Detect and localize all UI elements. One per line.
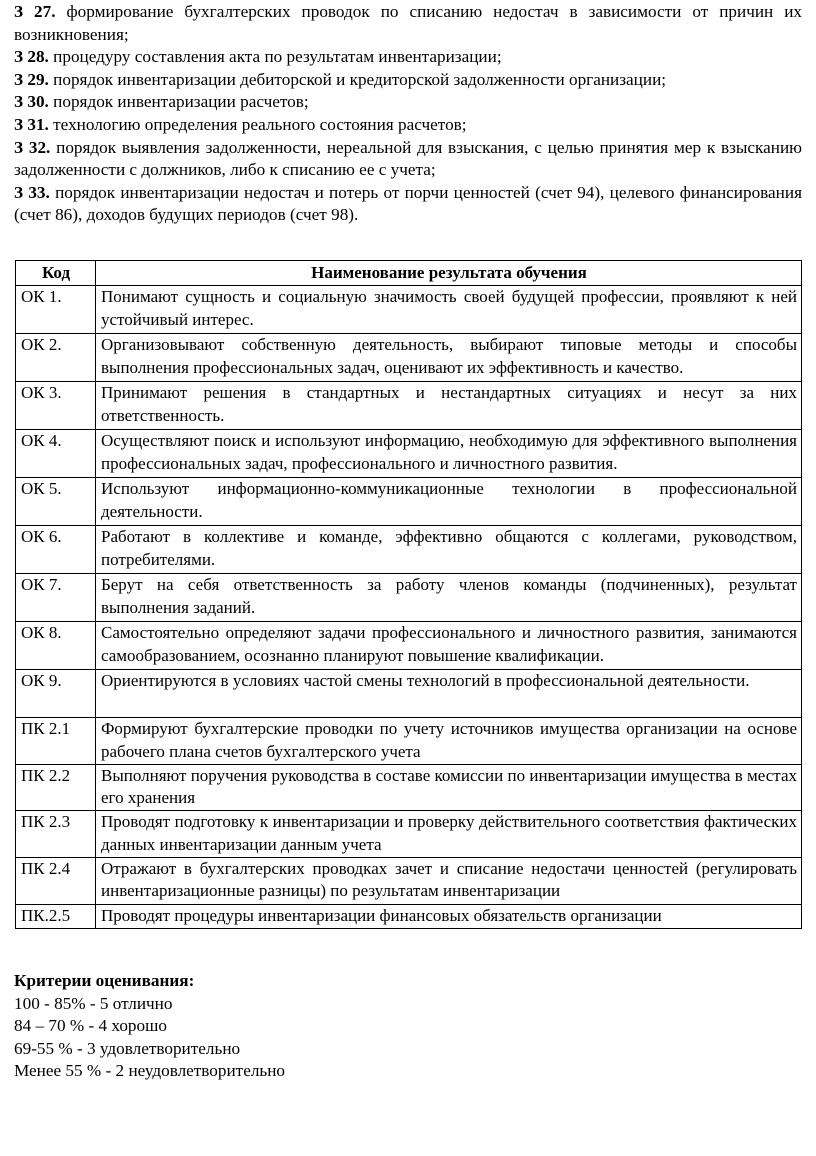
grading-criteria [14, 970, 802, 1083]
table-row [16, 286, 802, 334]
knowledge-item [14, 46, 802, 69]
learning-results-table [15, 260, 802, 929]
knowledge-text: порядок инвентаризации недостач и потерь от порчи ценностей (счет 94), целевого финансирования (счет 86), доходов будущих периодов (счет 98). [14, 182, 802, 225]
knowledge-code: З 32. [14, 137, 51, 157]
criteria-line: Менее 55 % - 2 неудовлетворительно [14, 1061, 286, 1081]
table-row [16, 622, 802, 670]
row-description: Понимают сущность и социальную значимость своей будущей профессии, проявляют к ней устойчивый интерес. [96, 286, 802, 334]
knowledge-item [14, 69, 802, 92]
knowledge-item [14, 137, 802, 182]
row-code: ОК 6. [16, 526, 96, 574]
table-row [16, 811, 802, 858]
table-row [16, 526, 802, 574]
row-code: ОК 1. [16, 286, 96, 334]
table-row [16, 382, 802, 430]
row-description: Проводят процедуры инвентаризации финансовых обязательств организации [96, 904, 802, 928]
row-description: Осуществляют поиск и используют информацию, необходимую для эффективного выполнения профессиональных задач, профессионального и личностного развития. [96, 430, 802, 478]
criteria-line: 84 – 70 % - 4 хорошо [14, 1016, 167, 1036]
row-description: Используют информационно-коммуникационные технологии в профессиональной деятельности. [96, 478, 802, 526]
row-code: ПК 2.1 [16, 718, 96, 765]
knowledge-text: процедуру составления акта по результатам инвентаризации; [48, 47, 502, 67]
knowledge-item [14, 1, 802, 46]
knowledge-code: З 29. [14, 69, 49, 89]
knowledge-code: З 31. [14, 114, 49, 134]
table-row [16, 904, 802, 928]
knowledge-text: порядок выявления задолженности, нереальной для взыскания, с целью принятия мер к взысканию задолженности с должников, либо к списанию ее с учета; [14, 137, 803, 180]
table-row [16, 430, 802, 478]
table-header-row [16, 261, 802, 286]
row-description: Формируют бухгалтерские проводки по учету источников имущества организации на основе рабочего плана счетов бухгалтерского учета [96, 718, 802, 765]
criteria-line: 69-55 % - 3 удовлетворительно [14, 1038, 241, 1058]
knowledge-list [14, 1, 802, 227]
row-code: ОК 8. [16, 622, 96, 670]
row-code: ПК.2.5 [16, 904, 96, 928]
table-row [16, 334, 802, 382]
row-code: ОК 5. [16, 478, 96, 526]
row-code: ОК 7. [16, 574, 96, 622]
header-result-name: Наименование результата обучения [96, 261, 802, 286]
knowledge-text: формирование бухгалтерских проводок по списанию недостач в зависимости от причин их возникновения; [14, 2, 803, 44]
header-code: Код [16, 261, 96, 286]
row-description: Самостоятельно определяют задачи профессионального и личностного развития, занимаются самообразованием, осознанно планируют повышение квалификации. [96, 622, 802, 670]
table-row [16, 764, 802, 811]
table-row [16, 478, 802, 526]
criteria-title: Критерии оценивания: [14, 971, 195, 990]
knowledge-code: З 28. [14, 47, 49, 67]
row-code: ПК 2.4 [16, 858, 96, 905]
row-code: ОК 3. [16, 382, 96, 430]
knowledge-text: порядок инвентаризации расчетов; [48, 92, 309, 112]
table-row [16, 670, 802, 718]
row-description: Принимают решения в стандартных и нестандартных ситуациях и несут за них ответственность. [96, 382, 802, 430]
row-description: Отражают в бухгалтерских проводках зачет и списание недостачи ценностей (регулировать инвентаризационные разницы) по результатам инвентаризации [96, 858, 802, 905]
knowledge-text: порядок инвентаризации дебиторской и кредиторской задолженности организации; [48, 69, 667, 89]
row-description: Работают в коллективе и команде, эффективно общаются с коллегами, руководством, потребителями. [96, 526, 802, 574]
document-page [14, 0, 802, 227]
row-code: ОК 9. [16, 670, 96, 718]
row-code: ПК 2.2 [16, 764, 96, 811]
row-description: Берут на себя ответственность за работу членов команды (подчиненных), результат выполнения заданий. [96, 574, 802, 622]
criteria-line: 100 - 85% - 5 отлично [14, 993, 173, 1013]
knowledge-text: технологию определения реального состояния расчетов; [48, 114, 467, 134]
knowledge-item [14, 182, 802, 227]
table-row [16, 858, 802, 905]
knowledge-item [14, 114, 802, 137]
row-code: ПК 2.3 [16, 811, 96, 858]
row-code: ОК 2. [16, 334, 96, 382]
row-code: ОК 4. [16, 430, 96, 478]
knowledge-code: З 33. [14, 182, 50, 202]
row-description: Организовывают собственную деятельность, выбирают типовые методы и способы выполнения профессиональных задач, оценивают их эффективность и качество. [96, 334, 802, 382]
knowledge-code: З 27. [14, 2, 56, 21]
knowledge-item [14, 91, 802, 114]
table-row [16, 574, 802, 622]
row-description: Проводят подготовку к инвентаризации и проверку действительного соответствия фактических данных инвентаризации данным учета [96, 811, 802, 858]
knowledge-code: З 30. [14, 92, 49, 112]
row-description: Ориентируются в условиях частой смены технологий в профессиональной деятельности. [96, 670, 802, 718]
row-description: Выполняют поручения руководства в составе комиссии по инвентаризации имущества в местах его хранения [96, 764, 802, 811]
table-row [16, 718, 802, 765]
